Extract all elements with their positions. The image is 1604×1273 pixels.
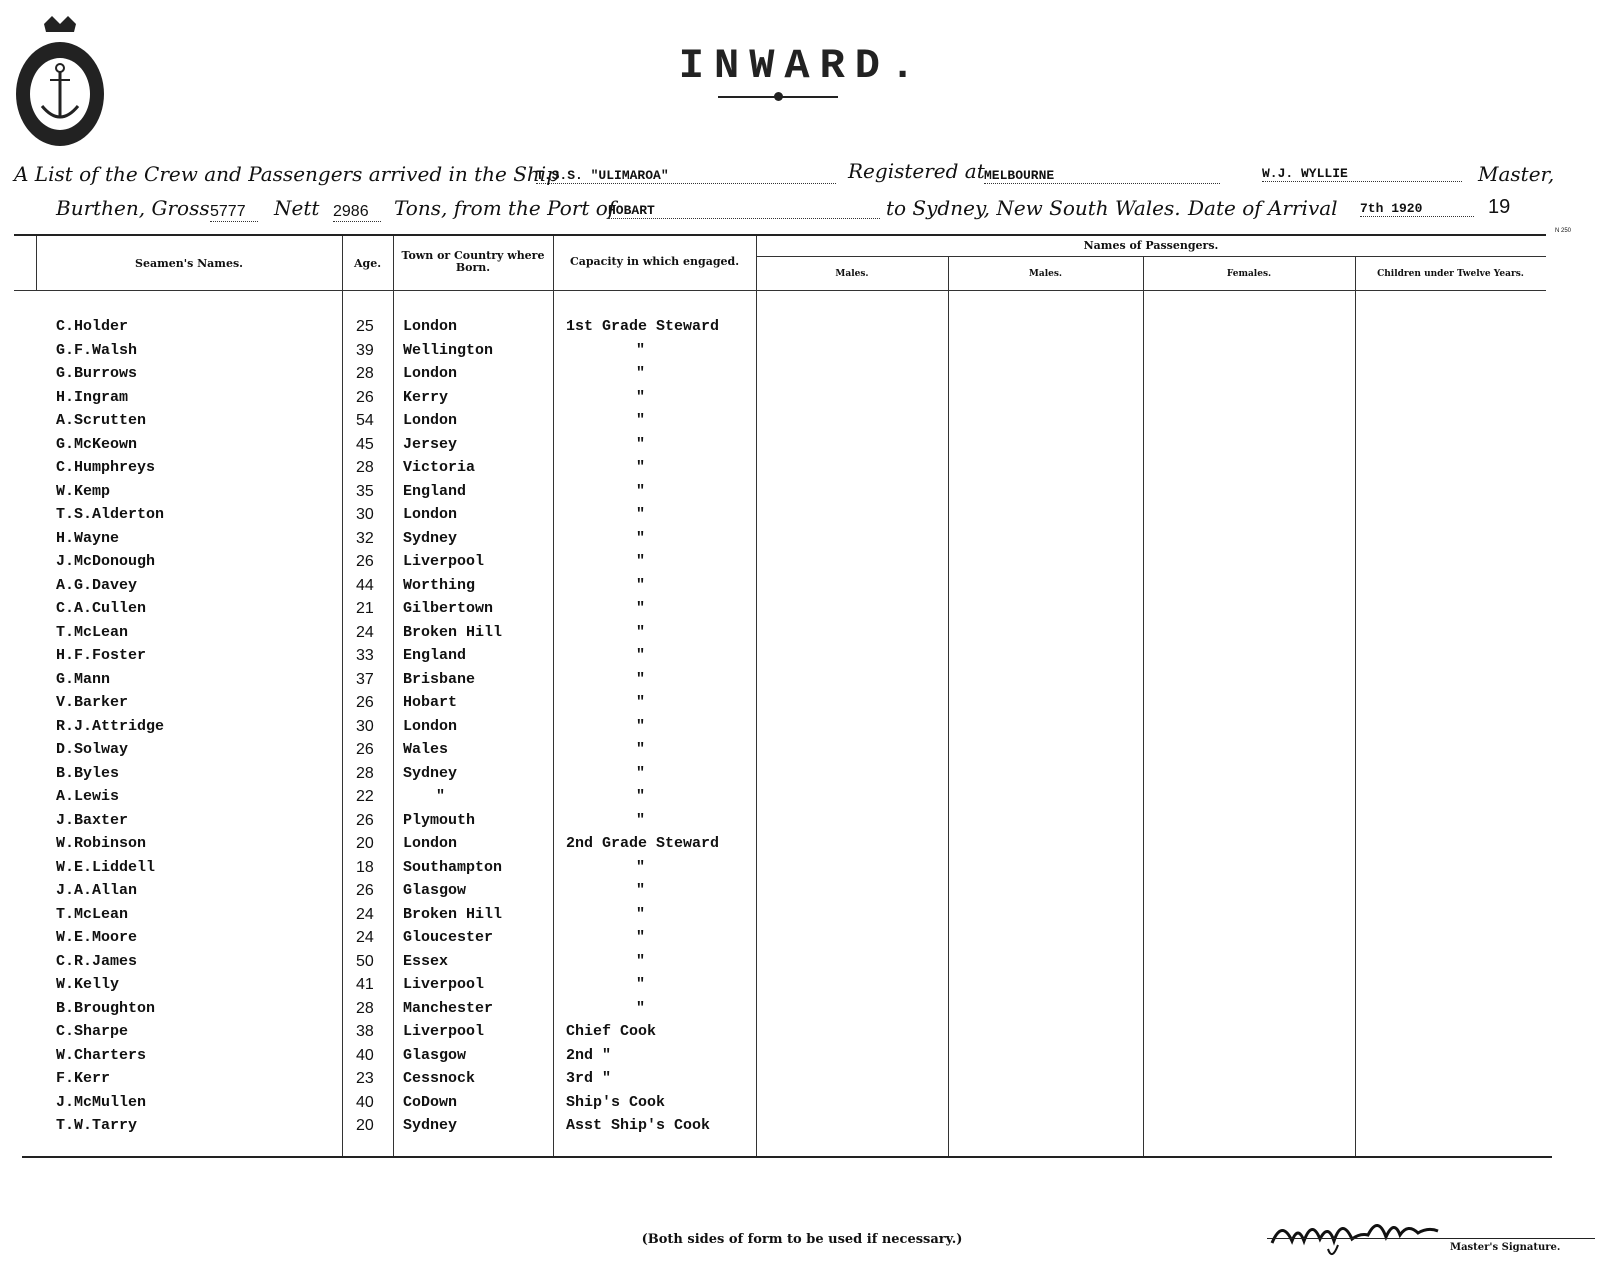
seaman-capacity: " [636, 764, 646, 782]
seaman-capacity: " [636, 553, 646, 570]
seaman-capacity: " [636, 952, 646, 970]
seaman-capacity: " [636, 529, 646, 547]
seaman-age: 24 [356, 623, 374, 641]
seaman-capacity: " [636, 811, 646, 829]
seaman-birthplace: Sydney [403, 1117, 458, 1134]
seaman-birthplace: Sydney [403, 529, 458, 547]
seaman-age: 28 [356, 764, 374, 782]
col-divider-children [1355, 256, 1356, 1156]
seaman-birthplace: London [403, 506, 458, 523]
seaman-capacity: " [636, 929, 646, 946]
table-bottom-rule [22, 1156, 1552, 1158]
col-divider-males2 [948, 256, 949, 1156]
signature-line [1267, 1238, 1595, 1239]
seaman-name: C.Holder [56, 318, 129, 335]
seaman-age: 33 [356, 647, 374, 664]
seaman-birthplace: " [436, 788, 446, 805]
seaman-age: 40 [356, 1093, 374, 1111]
seaman-age: 18 [356, 858, 374, 876]
seaman-birthplace: England [403, 647, 467, 664]
seaman-age: 32 [356, 529, 374, 547]
seaman-birthplace: London [403, 365, 458, 382]
seaman-age: 38 [356, 1023, 374, 1040]
seaman-name: F.Kerr [56, 1070, 111, 1087]
nett-label: Nett [274, 196, 320, 220]
col-divider-females [1143, 256, 1144, 1156]
ship-name-field: T.S.S. "ULIMAROA" [536, 168, 836, 184]
seaman-name: A.Lewis [56, 788, 120, 805]
seaman-birthplace: Essex [403, 952, 449, 970]
registered-at-field: MELBOURNE [984, 168, 1220, 184]
seaman-capacity: " [636, 576, 646, 594]
seaman-capacity: " [636, 623, 646, 641]
col-header-town: Town or Country where Born. [401, 249, 545, 274]
burthen-label: Burthen, Gross [56, 196, 210, 220]
passenger-subheader-rule [756, 256, 1546, 257]
col-divider-age [342, 236, 343, 1156]
seaman-birthplace: London [403, 412, 458, 429]
arrival-date-field: 7th 1920 [1360, 201, 1474, 217]
seaman-capacity: " [636, 341, 646, 359]
seaman-birthplace: Plymouth [403, 811, 476, 829]
seaman-birthplace: Broken Hill [403, 905, 503, 923]
seaman-birthplace: Kerry [403, 388, 449, 406]
seaman-capacity: " [636, 741, 646, 758]
seaman-age: 26 [356, 694, 374, 711]
tons-from-port-label: Tons, from the Port of [394, 196, 616, 220]
col-header-females: Females. [1226, 269, 1272, 279]
seaman-name: R.J.Attridge [56, 717, 165, 735]
master-label: Master, [1478, 162, 1555, 186]
seaman-age: 22 [356, 788, 374, 805]
seaman-name: T.W.Tarry [56, 1117, 138, 1134]
seaman-birthplace: Broken Hill [403, 623, 503, 641]
seaman-name: C.R.James [56, 952, 138, 970]
master-signature [1268, 1205, 1488, 1265]
seaman-name: H.Wayne [56, 529, 120, 547]
seaman-name: H.Ingram [56, 388, 129, 406]
seaman-name: H.F.Foster [56, 647, 147, 664]
form-number: N 250 [1555, 228, 1572, 234]
header-line1-label: A List of the Crew and Passengers arrived in the Ship [14, 162, 559, 186]
seaman-birthplace: Glasgow [403, 882, 467, 899]
seaman-name: W.Kemp [56, 482, 111, 500]
seaman-age: 24 [356, 905, 374, 923]
form-title: INWARD. [678, 42, 926, 90]
seaman-name: T.S.Alderton [56, 506, 165, 523]
seaman-name: A.G.Davey [56, 576, 138, 594]
seaman-name: A.Scrutten [56, 412, 147, 429]
col-header-capacity: Capacity in which engaged. [569, 255, 740, 268]
nett-tons-field: 2986 [333, 203, 381, 222]
seaman-capacity: " [636, 976, 646, 993]
seaman-age: 26 [356, 388, 374, 406]
seaman-age: 40 [356, 1046, 374, 1064]
seaman-birthplace: Gloucester [403, 929, 494, 946]
seaman-name: G.F.Walsh [56, 341, 138, 359]
seaman-name: C.A.Cullen [56, 600, 147, 617]
seaman-age: 21 [356, 600, 374, 617]
seaman-age: 25 [356, 318, 374, 335]
seaman-age: 41 [356, 976, 374, 993]
seaman-age: 28 [356, 999, 374, 1017]
footer-note: (Both sides of form to be used if necessary.) [641, 1232, 963, 1247]
seaman-age: 45 [356, 435, 374, 453]
seaman-capacity: " [636, 647, 646, 664]
seaman-name: C.Sharpe [56, 1023, 129, 1040]
seaman-capacity: " [636, 435, 646, 453]
signature-label: Master's Signature. [1450, 1242, 1561, 1253]
seaman-name: W.E.Moore [56, 929, 138, 946]
seaman-age: 39 [356, 341, 374, 359]
seaman-age: 28 [356, 459, 374, 476]
seaman-name: C.Humphreys [56, 459, 156, 476]
gross-tons-field: 5777 [210, 203, 258, 222]
col-header-males2: Males. [1028, 269, 1063, 279]
seaman-name: G.Mann [56, 670, 111, 688]
seaman-birthplace: London [403, 717, 458, 735]
seaman-capacity: " [636, 694, 646, 711]
seaman-name: T.McLean [56, 623, 129, 641]
seaman-capacity: " [636, 858, 646, 876]
seaman-birthplace: Manchester [403, 999, 494, 1017]
seaman-age: 50 [356, 952, 374, 970]
seaman-age: 30 [356, 717, 374, 735]
master-name-field: W.J. WYLLIE [1262, 166, 1462, 182]
seaman-birthplace: Sydney [403, 764, 458, 782]
destination-label: to Sydney, New South Wales. [886, 196, 1181, 220]
seaman-capacity: " [636, 600, 646, 617]
seaman-capacity: " [636, 388, 646, 406]
seaman-age: 20 [356, 835, 374, 852]
seaman-birthplace: London [403, 318, 458, 335]
seaman-birthplace: Gilbertown [403, 600, 494, 617]
seaman-birthplace: Cessnock [403, 1070, 476, 1087]
col-header-seamen: Seamen's Names. [135, 257, 243, 270]
seaman-capacity: " [636, 412, 646, 429]
seaman-birthplace: Wales [403, 741, 449, 758]
seaman-capacity: " [636, 999, 646, 1017]
seaman-capacity: " [636, 882, 646, 899]
seaman-name: W.Charters [56, 1046, 147, 1064]
seaman-birthplace: Liverpool [403, 976, 485, 993]
seaman-age: 26 [356, 811, 374, 829]
col-header-passengers: Names of Passengers. [1083, 239, 1219, 252]
seaman-name: W.Robinson [56, 835, 147, 852]
seaman-birthplace: Brisbane [403, 670, 476, 688]
seaman-age: 26 [356, 553, 374, 570]
seaman-capacity: Asst Ship's Cook [566, 1117, 711, 1134]
col-header-males1: Males. [835, 269, 869, 279]
seaman-age: 28 [356, 365, 374, 382]
seaman-name: W.Kelly [56, 976, 120, 993]
seaman-name: B.Broughton [56, 999, 156, 1017]
seaman-name: W.E.Liddell [56, 858, 156, 876]
seaman-birthplace: CoDown [403, 1093, 458, 1111]
seaman-birthplace: Southampton [403, 858, 503, 876]
seaman-age: 30 [356, 506, 374, 523]
seaman-capacity: " [636, 506, 646, 523]
seaman-capacity: 1st Grade Steward [566, 318, 720, 335]
col-header-children: Children under Twelve Years. [1377, 269, 1524, 279]
seaman-capacity: " [636, 482, 646, 500]
seaman-age: 44 [356, 576, 374, 594]
seaman-birthplace: London [403, 835, 458, 852]
col-header-age: Age. [353, 257, 382, 270]
seaman-capacity: Chief Cook [566, 1023, 657, 1040]
seaman-birthplace: Glasgow [403, 1046, 467, 1064]
arrival-date-label: Date of Arrival [1188, 196, 1338, 220]
seaman-name: J.Baxter [56, 811, 129, 829]
seaman-capacity: Ship's Cook [566, 1093, 666, 1111]
seaman-name: G.Burrows [56, 365, 138, 382]
seaman-capacity: " [636, 459, 646, 476]
seaman-birthplace: Jersey [403, 435, 458, 453]
seaman-name: J.A.Allan [56, 882, 138, 899]
seaman-capacity: " [636, 670, 646, 688]
seaman-age: 26 [356, 741, 374, 758]
seaman-age: 23 [356, 1070, 374, 1087]
seaman-name: J.McMullen [56, 1093, 147, 1111]
seaman-birthplace: Hobart [403, 694, 458, 711]
seaman-name: G.McKeown [56, 435, 138, 453]
port-of-departure-field: HOBART [608, 203, 880, 219]
col-divider-passengers [756, 236, 757, 1156]
seaman-capacity: 2nd " [566, 1046, 612, 1064]
seaman-age: 26 [356, 882, 374, 899]
table-header-bottom-rule [14, 290, 1546, 291]
seaman-capacity: " [636, 365, 646, 382]
seaman-age: 35 [356, 482, 374, 500]
seaman-age: 37 [356, 670, 374, 688]
seaman-name: J.McDonough [56, 553, 156, 570]
seaman-name: B.Byles [56, 764, 120, 782]
seaman-birthplace: Victoria [403, 459, 476, 476]
seaman-capacity: 2nd Grade Steward [566, 835, 720, 852]
seaman-age: 24 [356, 929, 374, 946]
table-top-rule [14, 234, 1546, 236]
seaman-name: V.Barker [56, 694, 129, 711]
seaman-age: 20 [356, 1117, 374, 1134]
year-suffix: 19 [1488, 196, 1511, 218]
title-ornament [774, 92, 783, 101]
seaman-birthplace: Wellington [403, 341, 494, 359]
registered-label: Registered at [848, 159, 985, 183]
seaman-capacity: 3rd " [566, 1070, 612, 1087]
seaman-birthplace: Worthing [403, 576, 476, 594]
seaman-name: T.McLean [56, 905, 129, 923]
seaman-capacity: " [636, 905, 646, 923]
seaman-capacity: " [636, 788, 646, 805]
seaman-birthplace: Liverpool [403, 1023, 485, 1040]
seaman-birthplace: Liverpool [403, 553, 485, 570]
col-divider-capacity [553, 236, 554, 1156]
seaman-capacity: " [636, 717, 646, 735]
col-divider-town [393, 236, 394, 1156]
seaman-age: 54 [356, 412, 374, 429]
seaman-birthplace: England [403, 482, 467, 500]
seaman-name: D.Solway [56, 741, 129, 758]
